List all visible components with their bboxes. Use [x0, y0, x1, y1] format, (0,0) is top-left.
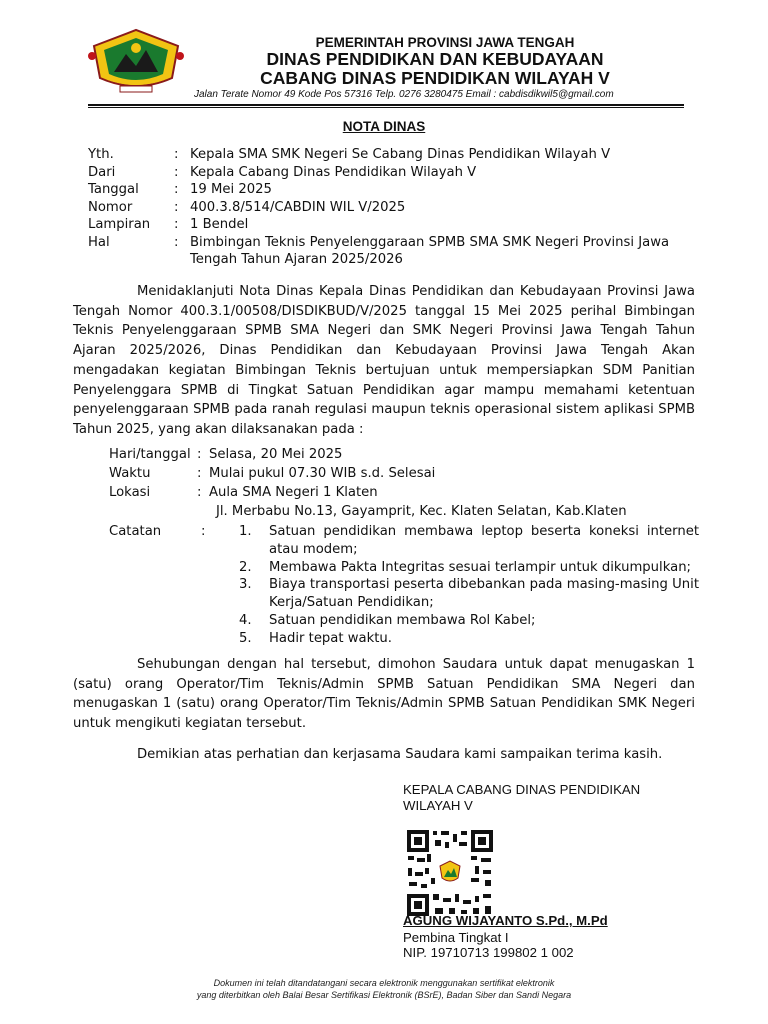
meta-key: Hal	[88, 234, 110, 250]
list-item: 1. Satuan pendidikan membawa leptop beserta koneksi internet atau modem;	[239, 524, 699, 557]
meta-key: Nomor	[88, 199, 133, 215]
signatory-title-line1: KEPALA CABANG DINAS PENDIDIKAN	[403, 782, 641, 797]
notes-label: Catatan	[109, 524, 162, 539]
signatory-rank: Pembina Tingkat I	[403, 930, 509, 945]
notes-list	[239, 523, 699, 648]
letterhead-agency: DINAS PENDIDIKAN DAN KEBUDAYAAN	[266, 49, 604, 69]
letterhead-address: Jalan Terate Nomor 49 Kode Pos 57316 Telp. 0276 3280475 Email : cabdisdikwil5@gmail.com	[194, 89, 614, 100]
body-paragraph-2: Sehubungan dengan hal tersebut, dimohon Saudara untuk dapat menugaskan 1 (satu) orang Operator/Tim Teknis/Admin SPMB Satuan Pendidikan SMA Negeri dan menugaskan 1 (satu) orang Operator/Tim Teknis/Admin SPMB Satuan Pendidikan SMK Negeri untuk mengikuti kegiatan tersebut.	[73, 657, 695, 732]
meta-row-recipient: Yth. : Kepala SMA SMK Negeri Se Cabang Dinas Pendidikan Wilayah V	[88, 146, 690, 164]
letterhead-rule-thin	[88, 107, 684, 108]
schedule-value: Mulai pukul 07.30 WIB s.d. Selesai	[209, 466, 436, 481]
meta-value: 1 Bendel	[190, 217, 249, 232]
footer-note-2: yang diterbitkan oleh Balai Besar Sertifikasi Elektronik (BSrE), Badan Siber dan Sandi Negara	[196, 990, 572, 1000]
meta-key: Dari	[88, 164, 116, 180]
signatory-title-line2: WILAYAH V	[403, 798, 473, 813]
meta-key: Tanggal	[88, 182, 139, 197]
meta-row-date: Tanggal : 19 Mei 2025	[88, 181, 690, 199]
meta-value: 19 Mei 2025	[190, 182, 272, 197]
body-paragraph-1: Menidaklanjuti Nota Dinas Kepala Dinas Pendidikan dan Kebudayaan Provinsi Jawa Tengah Nomor 400.3.1/00508/DISDIKBUD/V/2025 tanggal 15 Mei 2025 perihal Bimbingan Teknis Penyelenggaraan SPMB SMA Negeri dan SMK Negeri Provinsi Jawa Tengah Tahun Ajaran 2025/2026, Dinas Pendidikan dan Kebudayaan Provinsi Jawa Tengah Akan mengadakan kegiatan Bimbingan Teknis bertujuan untuk mempersiapkan SDM Panitian Penyelenggara SPMB di Tingkat Satuan Pendidikan agar mampu memahami ketentuan penyelenggaraan SPMB pada ranah regulasi maupun teknis operasional sistem aplikasi SPMB Tahun 2025, yang akan dilaksanakan pada :	[73, 284, 695, 437]
meta-row-number: Nomor : 400.3.8/514/CABDIN WIL V/2025	[88, 199, 690, 217]
meta-value: 400.3.8/514/CABDIN WIL V/2025	[190, 199, 406, 215]
body-paragraph-3: Demikian atas perhatian dan kerjasama Saudara kami sampaikan terima kasih.	[137, 747, 663, 762]
meta-key: Lampiran	[88, 217, 151, 232]
signatory-nip: NIP. 19710713 199802 1 002	[403, 945, 574, 960]
meta-value: Kepala SMA SMK Negeri Se Cabang Dinas Pendidikan Wilayah V	[190, 147, 611, 162]
jawa-tengah-emblem	[86, 26, 186, 96]
schedule-place: Lokasi : Aula SMA Negeri 1 Klaten	[109, 485, 378, 500]
schedule-value: Aula SMA Negeri 1 Klaten	[209, 485, 378, 500]
meta-value: Bimbingan Teknis Penyelenggaraan SPMB SMA SMK Negeri Provinsi Jawa Tengah Tahun Ajaran 2025/2026	[190, 234, 670, 267]
meta-row-subject: Hal : Bimbingan Teknis Penyelenggaraan SPMB SMA SMK Negeri Provinsi Jawa Tengah Tahun Ajaran 2025/2026	[88, 234, 690, 269]
meta-row-from: Dari : Kepala Cabang Dinas Pendidikan Wilayah V	[88, 164, 690, 182]
schedule-key: Hari/tanggal	[109, 447, 191, 462]
footer-note-1: Dokumen ini telah ditandatangani secara elektronik menggunakan sertifikat elektronik	[213, 978, 555, 988]
schedule-day: Hari/tanggal : Selasa, 20 Mei 2025	[109, 447, 343, 462]
meta-key: Yth.	[88, 147, 114, 162]
meta-value: Kepala Cabang Dinas Pendidikan Wilayah V	[190, 164, 477, 180]
schedule-place-address: Jl. Merbabu No.13, Gayamprit, Kec. Klaten Selatan, Kab.Klaten	[216, 504, 627, 519]
qr-code-icon	[405, 828, 495, 918]
letterhead-government: PEMERINTAH PROVINSI JAWA TENGAH	[315, 35, 575, 50]
list-item: 2. Membawa Pakta Integritas sesuai terlampir untuk dikumpulkan;	[239, 559, 691, 575]
meta-row-attachment: Lampiran : 1 Bendel	[88, 216, 690, 234]
list-item: 4. Satuan pendidikan membawa Rol Kabel;	[239, 612, 536, 628]
schedule-value: Selasa, 20 Mei 2025	[209, 447, 343, 462]
schedule-key: Waktu	[109, 466, 151, 481]
memo-meta	[88, 146, 690, 269]
list-item: 3. Biaya transportasi peserta dibebankan pada masing-masing Unit Kerja/Satuan Pendidikan;	[239, 577, 699, 611]
schedule-key: Lokasi	[109, 485, 151, 500]
signatory-title	[403, 782, 693, 814]
letterhead-branch: CABANG DINAS PENDIDIKAN WILAYAH V	[260, 68, 610, 88]
list-item: 5. Hadir tepat waktu.	[239, 630, 392, 646]
schedule-time: Waktu : Mulai pukul 07.30 WIB s.d. Selesai	[109, 466, 436, 481]
document-title: NOTA DINAS	[342, 119, 426, 134]
letterhead-rule	[88, 104, 684, 106]
signatory-name: AGUNG WIJAYANTO S.Pd., M.Pd	[403, 913, 608, 928]
event-schedule	[109, 445, 627, 521]
